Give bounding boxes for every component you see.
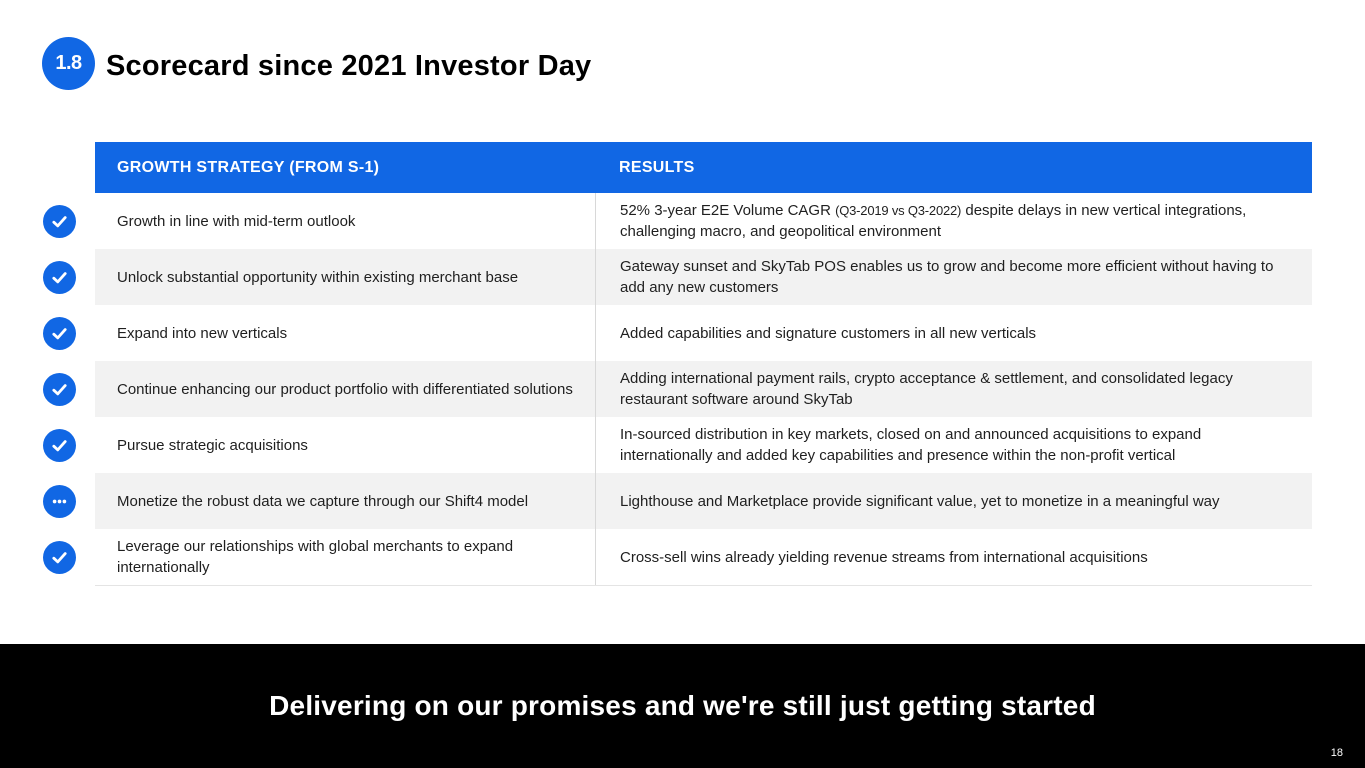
page-number: 18 xyxy=(1330,747,1343,759)
table-row xyxy=(43,417,1312,473)
strategy-cell: Monetize the robust data we capture through our Shift4 model xyxy=(117,492,529,510)
result-cell: Added capabilities and signature customers in all new verticals xyxy=(595,305,1312,361)
strategy-cell: Pursue strategic acquisitions xyxy=(117,436,308,454)
check-icon xyxy=(43,429,76,462)
ellipsis-icon xyxy=(43,485,76,518)
check-icon xyxy=(43,317,76,350)
strategy-cell: Unlock substantial opportunity within existing merchant base xyxy=(117,268,519,286)
footer-banner xyxy=(0,644,1365,768)
slide-title: Scorecard since 2021 Investor Day xyxy=(106,50,592,82)
check-icon xyxy=(43,261,76,294)
result-cell: Gateway sunset and SkyTab POS enables us to grow and become more efficient without having to add any new customers xyxy=(595,249,1312,305)
table-row xyxy=(43,529,1312,586)
table-row xyxy=(43,193,1312,249)
table-row xyxy=(43,361,1312,417)
table-row xyxy=(43,249,1312,305)
table-row xyxy=(43,305,1312,361)
result-cell: 52% 3-year E2E Volume CAGR (Q3-2019 vs Q3-2022) despite delays in new vertical integrations, challenging macro, and geopolitical environment xyxy=(595,193,1312,249)
check-icon xyxy=(43,205,76,238)
strategy-cell: Growth in line with mid-term outlook xyxy=(117,212,356,230)
header-gutter xyxy=(43,142,95,193)
check-icon xyxy=(43,541,76,574)
table-header-row xyxy=(43,142,1312,193)
result-cell: In-sourced distribution in key markets, closed on and announced acquisitions to expand internationally and added key capabilities and presence within the non-profit vertical xyxy=(595,417,1312,473)
result-cell: Lighthouse and Marketplace provide significant value, yet to monetize in a meaningful way xyxy=(595,473,1312,529)
result-cell: Cross-sell wins already yielding revenue streams from international acquisitions xyxy=(595,529,1312,585)
column-header-growth-strategy: GROWTH STRATEGY (FROM S-1) xyxy=(117,158,380,176)
strategy-cell: Continue enhancing our product portfolio with differentiated solutions xyxy=(117,380,573,398)
check-icon xyxy=(43,373,76,406)
column-header-results: RESULTS xyxy=(619,158,695,176)
footer-message: Delivering on our promises and we're still just getting started xyxy=(269,690,1096,721)
scorecard-table xyxy=(43,142,1312,586)
result-cell: Adding international payment rails, crypto acceptance & settlement, and consolidated legacy restaurant software around SkyTab xyxy=(595,361,1312,417)
table-row xyxy=(43,473,1312,529)
strategy-cell: Leverage our relationships with global merchants to expand internationally xyxy=(117,538,514,576)
strategy-cell: Expand into new verticals xyxy=(117,324,288,342)
section-number-badge: 1.8 xyxy=(42,37,95,90)
